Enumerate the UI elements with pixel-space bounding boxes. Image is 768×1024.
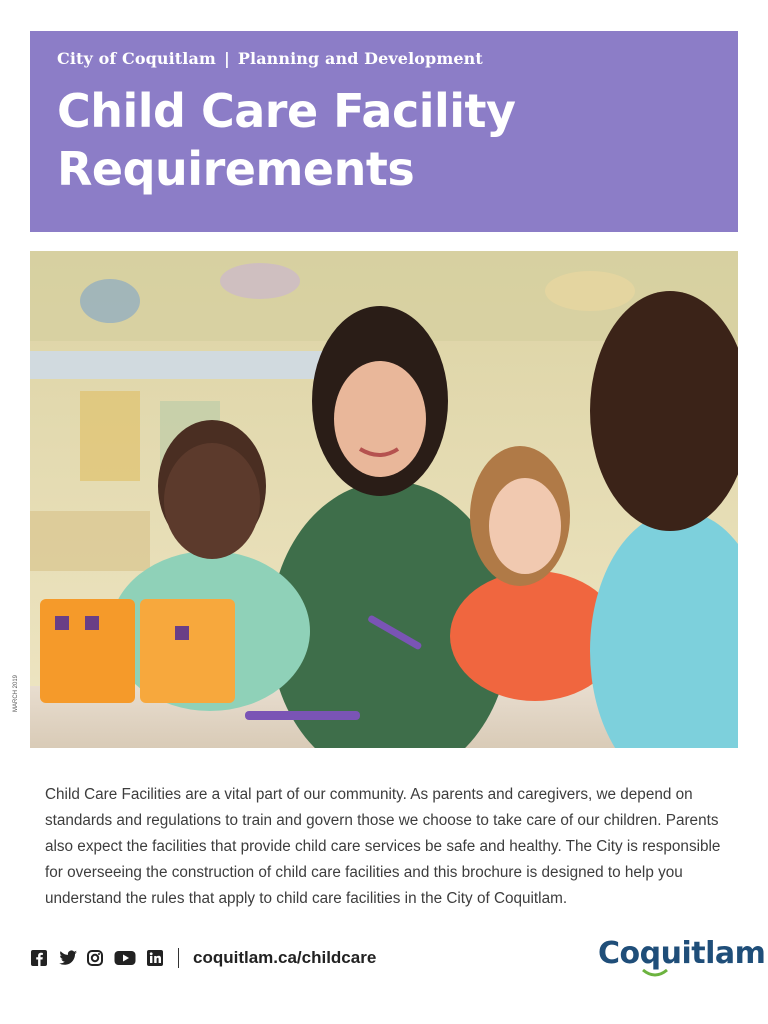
intro-paragraph: Child Care Facilities are a vital part of our community. As parents and caregivers, we depend on standards and regulations to train and govern those we choose to take care of our children. Parents also expect the facilities that provide child care services be safe and healthy. The City is responsible for overseeing the construction of child care facilities and this brochure is designed to help you understand the rules that apply to child care facilities in the City of Coquitlam. <box>45 786 721 907</box>
instagram-icon[interactable] <box>86 949 104 967</box>
logo-q-letter: q <box>639 936 661 971</box>
youtube-icon[interactable] <box>114 949 136 967</box>
title-line-2: Requirements <box>57 142 415 196</box>
logo-text-post: uitlam <box>660 936 766 971</box>
org-name: City of Coquitlam <box>57 49 216 68</box>
title-banner <box>30 31 738 232</box>
website-link[interactable]: coquitlam.ca/childcare <box>193 948 377 967</box>
coquitlam-logo <box>598 936 765 980</box>
twitter-icon[interactable] <box>58 949 76 967</box>
title-line-1: Child Care Facility <box>57 84 516 138</box>
date-stamp: MARCH 2019 <box>13 674 19 712</box>
classroom-photo <box>30 251 738 748</box>
facebook-icon[interactable] <box>30 949 48 967</box>
footer-bar <box>30 944 376 972</box>
logo-q <box>640 936 661 971</box>
department-name: Planning and Development <box>237 49 483 68</box>
kicker-separator: | <box>223 49 230 68</box>
logo-swoosh-icon <box>642 968 668 978</box>
page-title <box>57 82 711 198</box>
banner-kicker <box>57 49 711 68</box>
linkedin-icon[interactable] <box>146 949 164 967</box>
classroom-photo-illustration <box>30 251 738 748</box>
logo-text-pre: Co <box>598 936 640 971</box>
footer-divider <box>178 948 179 968</box>
